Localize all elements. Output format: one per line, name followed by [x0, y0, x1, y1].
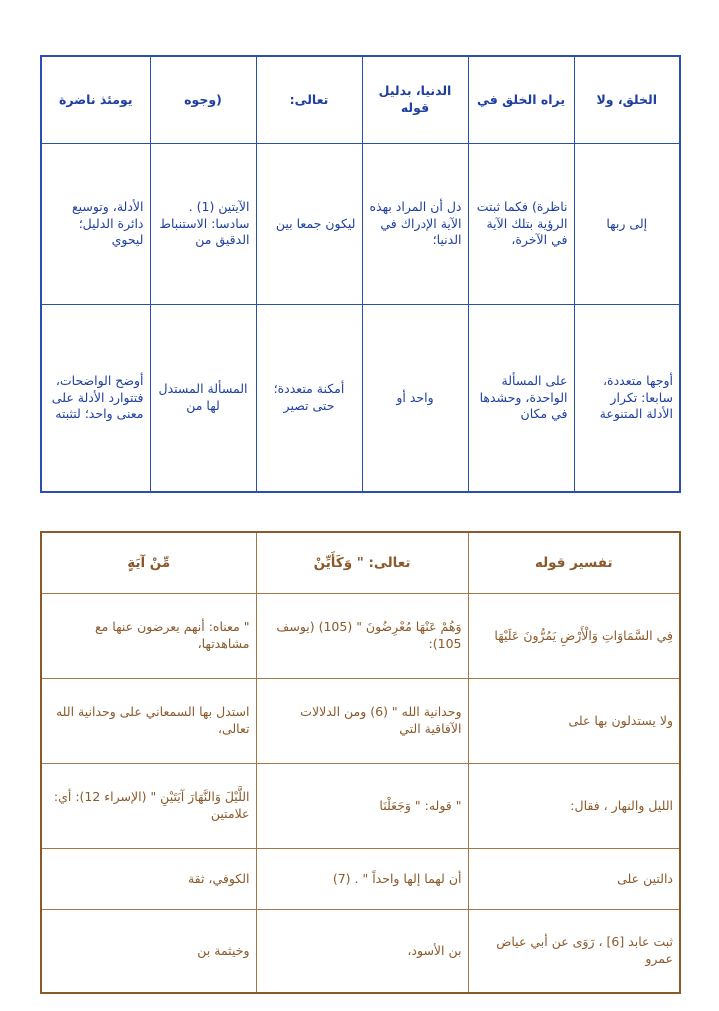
table-cell: أوضح الواضحات، فتتوارد الأدلة على معنى واحد؛ لتثبته — [41, 305, 150, 493]
header-cell: تعالى: " وَكَأَيِّنْ — [256, 532, 468, 594]
header-cell: مِّنْ آيَةٍ — [41, 532, 256, 594]
table-cell: دالتين على — [468, 849, 680, 910]
table-cell: الآيتين (1) . سادسا: الاستنباط الدقيق من — [150, 144, 256, 305]
table-cell: الليل والنهار ، فقال: — [468, 764, 680, 849]
table-header-row — [41, 532, 680, 594]
table-row — [41, 144, 680, 305]
table-cell: أمكنة متعددة؛ حتى تصير — [256, 305, 362, 493]
table-cell: ليكون جمعا بين — [256, 144, 362, 305]
table-cell: أوجها متعددة، سابعا: تكرار الأدلة المتنوعة — [574, 305, 680, 493]
table-row — [41, 910, 680, 994]
table-header-row — [41, 56, 680, 144]
blue-text-table — [40, 55, 681, 493]
table-cell: وحدانية الله " (6) ومن الدلالات الآفاقية التي — [256, 679, 468, 764]
header-cell: يومئذ ناضرة — [41, 56, 150, 144]
table-cell: وَهُمْ عَنْهَا مُعْرِضُونَ " (105) (يوسف 105): — [256, 594, 468, 679]
table-cell: فِي السَّمَاوَاتِ وَالْأَرْضِ يَمُرُّونَ عَلَيْهَا — [468, 594, 680, 679]
table-cell: الكوفي، ثقة — [41, 849, 256, 910]
table-cell: واحد أو — [362, 305, 468, 493]
table-cell: بن الأسود، — [256, 910, 468, 994]
table-row — [41, 305, 680, 493]
header-cell: يراه الخلق في — [468, 56, 574, 144]
table-cell: وخيثمة بن — [41, 910, 256, 994]
header-cell: تفسير قوله — [468, 532, 680, 594]
table-cell: الأدلة، وتوسيع دائرة الدليل؛ ليحوي — [41, 144, 150, 305]
table-cell: استدل بها السمعاني على وحدانية الله تعالى، — [41, 679, 256, 764]
table-cell: أن لهما إلها واحداً " . (7) — [256, 849, 468, 910]
table-cell: اللَّيْلَ وَالنَّهَارَ آيَتَيْنِ " (الإسراء 12): أي: علامتين — [41, 764, 256, 849]
brown-text-table — [40, 531, 681, 994]
table-cell: ثبت عابد [6] ، رَوَى عن أبي عياض عمرو — [468, 910, 680, 994]
table-cell: المسألة المستدل لها من — [150, 305, 256, 493]
table-cell: " معناه: أنهم يعرضون عنها مع مشاهدتها، — [41, 594, 256, 679]
header-cell: (وجوه — [150, 56, 256, 144]
table-cell: على المسألة الواحدة، وحشدها في مكان — [468, 305, 574, 493]
table-row — [41, 764, 680, 849]
table-cell: ناظرة) فكما ثبتت الرؤية بتلك الآية في الآخرة، — [468, 144, 574, 305]
table-cell: إلى ربها — [574, 144, 680, 305]
table-cell: دل أن المراد بهذه الآية الإدراك في الدنيا؛ — [362, 144, 468, 305]
table-cell: ولا يستدلون بها على — [468, 679, 680, 764]
header-cell: الدنيا، بدليل قوله — [362, 56, 468, 144]
table-row — [41, 679, 680, 764]
table-row — [41, 849, 680, 910]
header-cell: الخلق، ولا — [574, 56, 680, 144]
table-row — [41, 594, 680, 679]
table-cell: " قوله: " وَجَعَلْنَا — [256, 764, 468, 849]
header-cell: تعالى: — [256, 56, 362, 144]
